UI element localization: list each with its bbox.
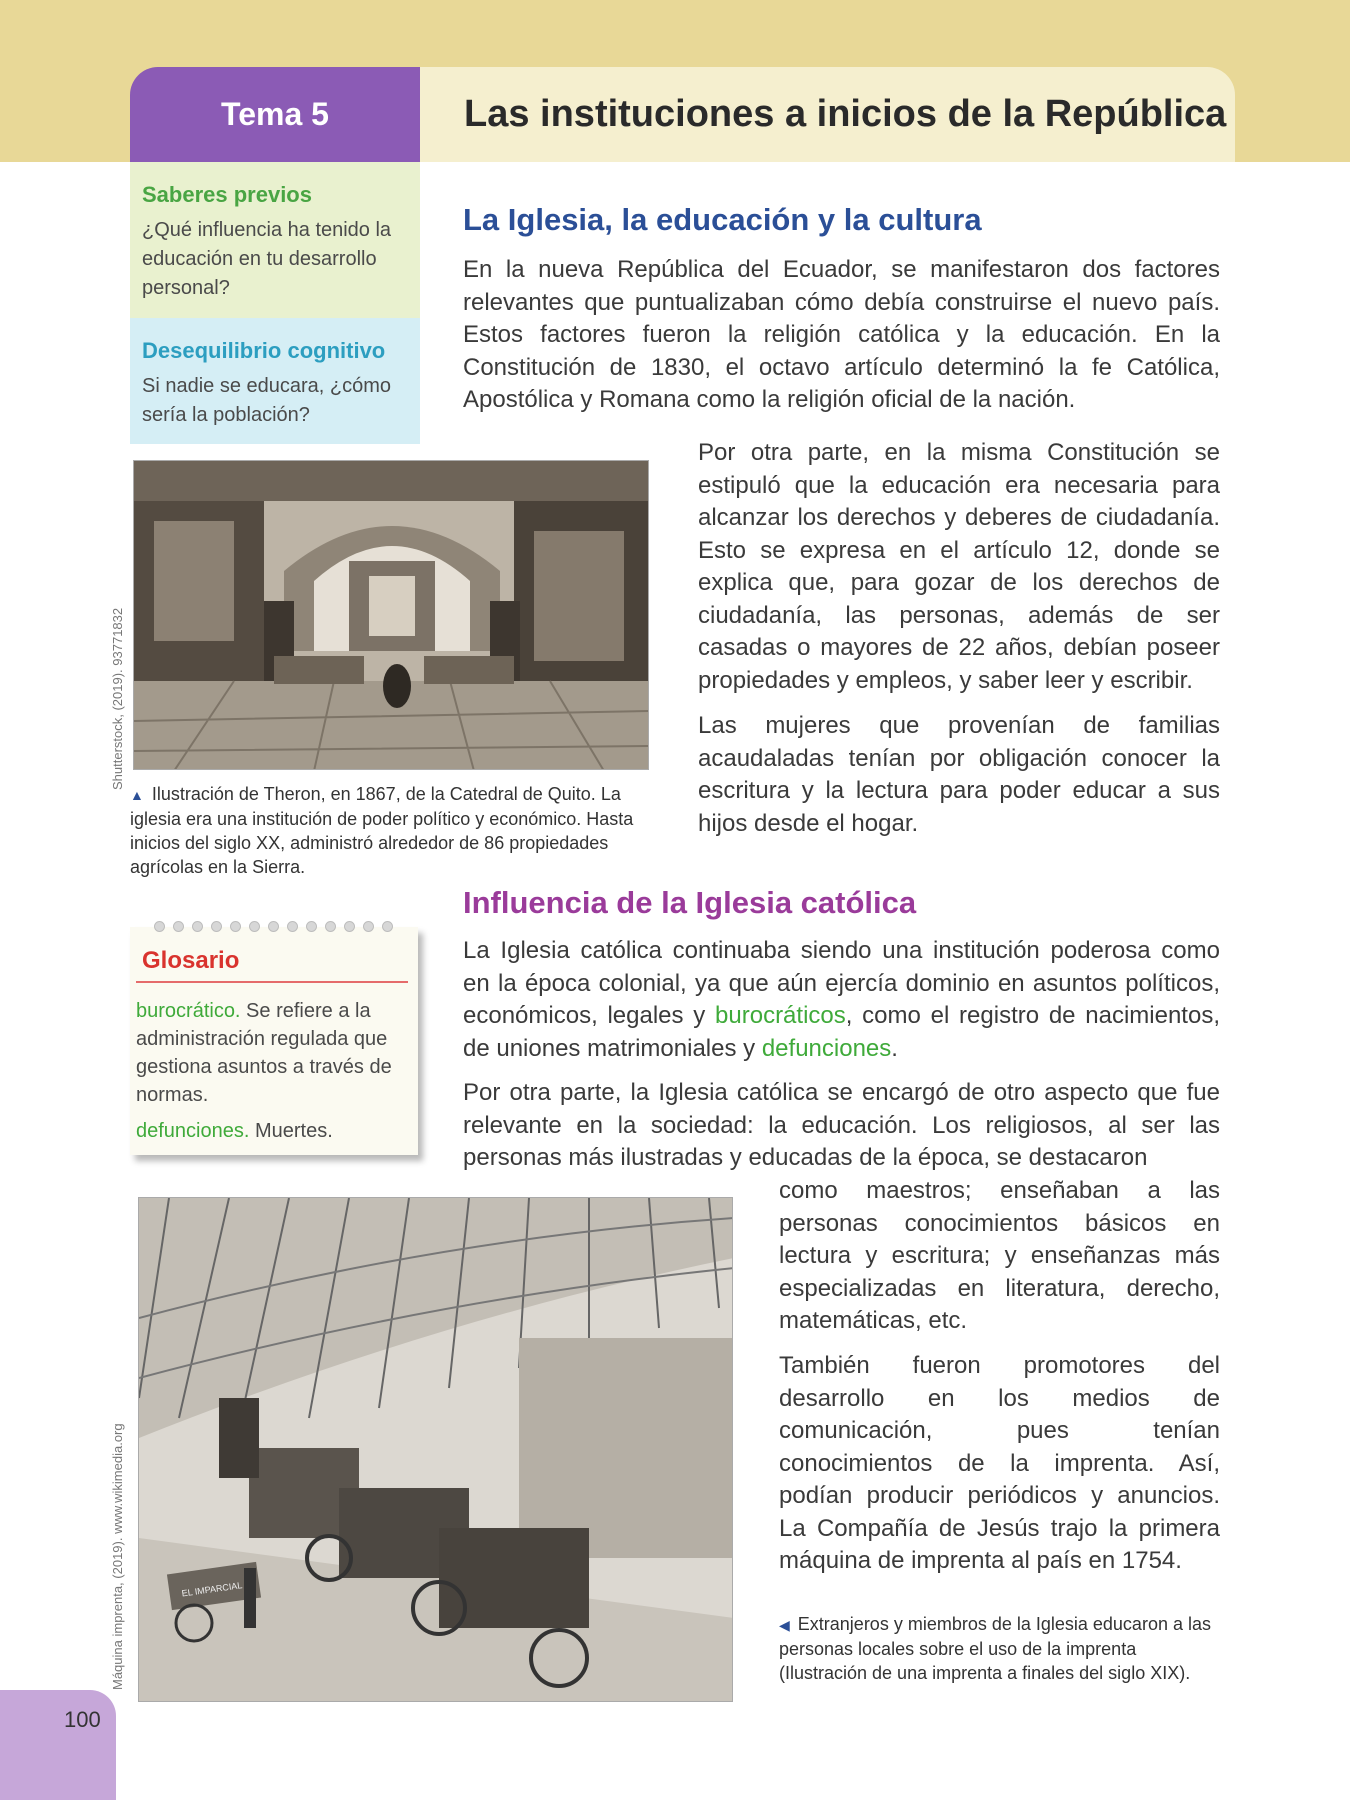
triangle-left-icon: ◀ [779, 1617, 790, 1633]
glosario-entry-defunciones: defunciones. Muertes. [136, 1120, 333, 1142]
desequilibrio-text: Si nadie se educara, ¿cómo sería la población? [142, 375, 392, 426]
desequilibrio-heading: Desequilibrio cognitivo [142, 338, 386, 363]
paragraph-3: Las mujeres que provenían de familias acaudaladas tenían por obligación conocer la escritura y la lectura para poder educar a sus hijos desde el hogar. [698, 712, 1220, 837]
page-number: 100 [64, 1707, 101, 1732]
section-heading-iglesia: La Iglesia, la educación y la cultura [463, 202, 982, 237]
paragraph-7: También fueron promotores del desarrollo en los medios de comunicación, pues tenían conocimientos de la imprenta. Así, podían producir periódicos y anuncios. La Compañía de Jesús trajo la primera máquina de imprenta al país en 1754. [779, 1352, 1220, 1574]
glosario-box [130, 927, 418, 1155]
spiral-binding [154, 921, 393, 932]
paragraph-6: como maestros; enseñaban a las personas conocimientos básicos en lectura y escritura; y enseñanzas más especializadas en literatura, derecho, matemáticas, etc. [779, 1177, 1220, 1334]
tema-label: Tema 5 [130, 67, 420, 162]
page-title: Las instituciones a inicios de la República [420, 67, 1235, 162]
paragraph-1: En la nueva República del Ecuador, se manifestaron dos factores relevantes que puntualizaban cómo debía construirse el nuevo país. Estos factores fueron la religión católica y la educación. En la Constitución de 1830, el octavo artículo determinó la fe Católica, Apostólica y Romana como la religión oficial de la nación. [463, 256, 1220, 413]
paragraph-4: La Iglesia católica continuaba siendo una institución poderosa como en la época colonial, ya que aún ejercía dominio en asuntos políticos, económicos, legales y burocráticos, como el registro de nacimientos, de uniones matrimoniales y defunciones. [463, 937, 1220, 1062]
section-heading-influencia: Influencia de la Iglesia católica [463, 885, 917, 920]
printing-press-illustration [138, 1197, 733, 1702]
printing-caption: ◀ Extranjeros y miembros de la Iglesia educaron a las personas locales sobre el uso de la imprenta (Ilustración de una imprenta a finales del siglo XIX). [779, 1614, 1211, 1683]
cart-label: EL IMPARCIAL [181, 1580, 243, 1599]
saberes-previos-box [130, 162, 420, 318]
saberes-text: ¿Qué influencia ha tenido la educación en tu desarrollo personal? [142, 219, 392, 299]
saberes-heading: Saberes previos [142, 182, 312, 207]
glosario-heading: Glosario [136, 947, 408, 983]
glosario-entry-burocratico: burocrático. Se refiere a la administración regulada que gestiona asuntos a través de normas. [136, 1000, 392, 1106]
triangle-up-icon: ▲ [130, 787, 144, 803]
paragraph-2: Por otra parte, en la misma Constitución se estipuló que la educación era necesaria para alcanzar los derechos y deberes de ciudadanía. Esto se expresa en el artículo 12, donde se explica que, para gozar de los derechos de ciudadanía, las personas, además de ser casadas o mayores de 22 años, debían poseer propiedades y empleos, y saber leer y escribir. [698, 439, 1220, 694]
image-credit-cathedral: Shutterstock, (2019). 93771832 [110, 607, 125, 790]
cathedral-illustration [133, 460, 649, 770]
image-credit-printing: Máquina imprenta, (2019). www.wikimedia.org [110, 1423, 125, 1690]
desequilibrio-box [130, 318, 420, 444]
paragraph-5: Por otra parte, la Iglesia católica se encargó de otro aspecto que fue relevante en la sociedad: la educación. Los religiosos, al ser las personas más ilustradas y educadas de la época, se destacaron [463, 1079, 1220, 1171]
cathedral-caption: ▲ Ilustración de Theron, en 1867, de la Catedral de Quito. La iglesia era una institución de poder político y económico. Hasta inicios del siglo XX, administró alrededor de 86 propiedades agrícolas en la Sierra. [130, 784, 634, 877]
